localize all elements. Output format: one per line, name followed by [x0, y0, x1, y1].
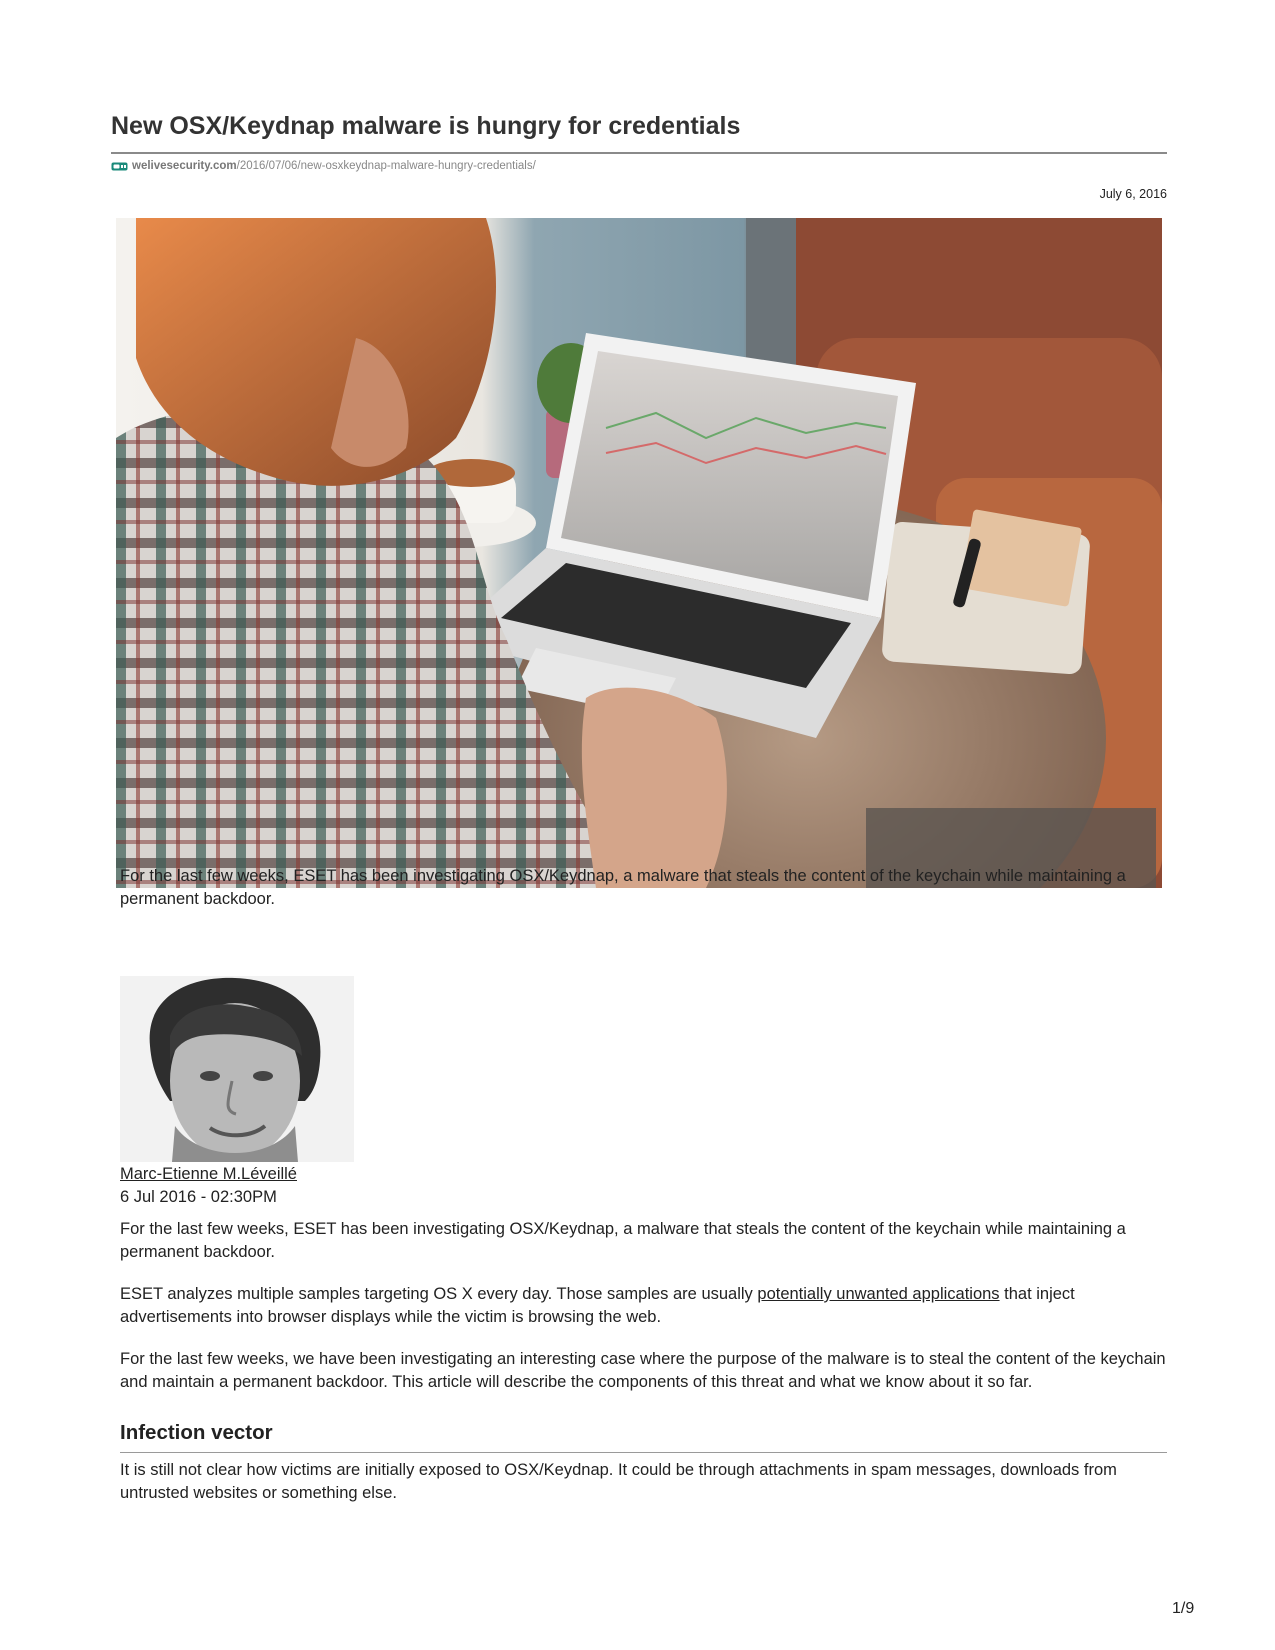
- section-divider: [120, 1452, 1167, 1453]
- body-paragraph-1: For the last few weeks, ESET has been investigating OSX/Keydnap, a malware that steals the content of the keychain while maintaining a permanent backdoor.: [120, 1220, 1126, 1261]
- source-domain: welivesecurity.com: [132, 160, 237, 172]
- author-datetime: 6 Jul 2016 - 02:30PM: [120, 1188, 277, 1206]
- body-paragraph-2-end: that inject advertisements into browser displays while the victim is browsing the web.: [120, 1285, 1075, 1326]
- article-date: July 6, 2016: [1099, 187, 1167, 201]
- pua-link[interactable]: potentially unwanted applications: [757, 1285, 1000, 1303]
- article-title: New OSX/Keydnap malware is hungry for credentials: [111, 112, 741, 140]
- title-divider: [111, 152, 1167, 154]
- author-photo: [120, 976, 354, 1162]
- intro-paragraph: For the last few weeks, ESET has been investigating OSX/Keydnap, a malware that steals the content of the keychain while maintaining a permanent backdoor.: [120, 867, 1126, 908]
- hero-image: [116, 218, 1162, 888]
- author-name-link[interactable]: Marc-Etienne M.Léveillé: [120, 1165, 297, 1183]
- source-path: /2016/07/06/new-osxkeydnap-malware-hungry-credentials/: [236, 160, 536, 172]
- source-url[interactable]: [111, 160, 536, 172]
- body-paragraph-2: [120, 1283, 1170, 1329]
- link-badge-icon: [111, 162, 128, 171]
- page-number: 1/9: [1172, 1600, 1195, 1617]
- body-paragraph-3: For the last few weeks, we have been investigating an interesting case where the purpose of the malware is to steal the content of the keychain and maintain a permanent backdoor. This article will describe the components of this threat and what we know about it so far.: [120, 1350, 1166, 1391]
- section-paragraph: It is still not clear how victims are initially exposed to OSX/Keydnap. It could be through attachments in spam messages, downloads from untrusted websites or something else.: [120, 1461, 1117, 1502]
- section-heading: Infection vector: [120, 1421, 273, 1444]
- body-paragraph-2-start: ESET analyzes multiple samples targeting OS X every day. Those samples are usually: [120, 1285, 758, 1303]
